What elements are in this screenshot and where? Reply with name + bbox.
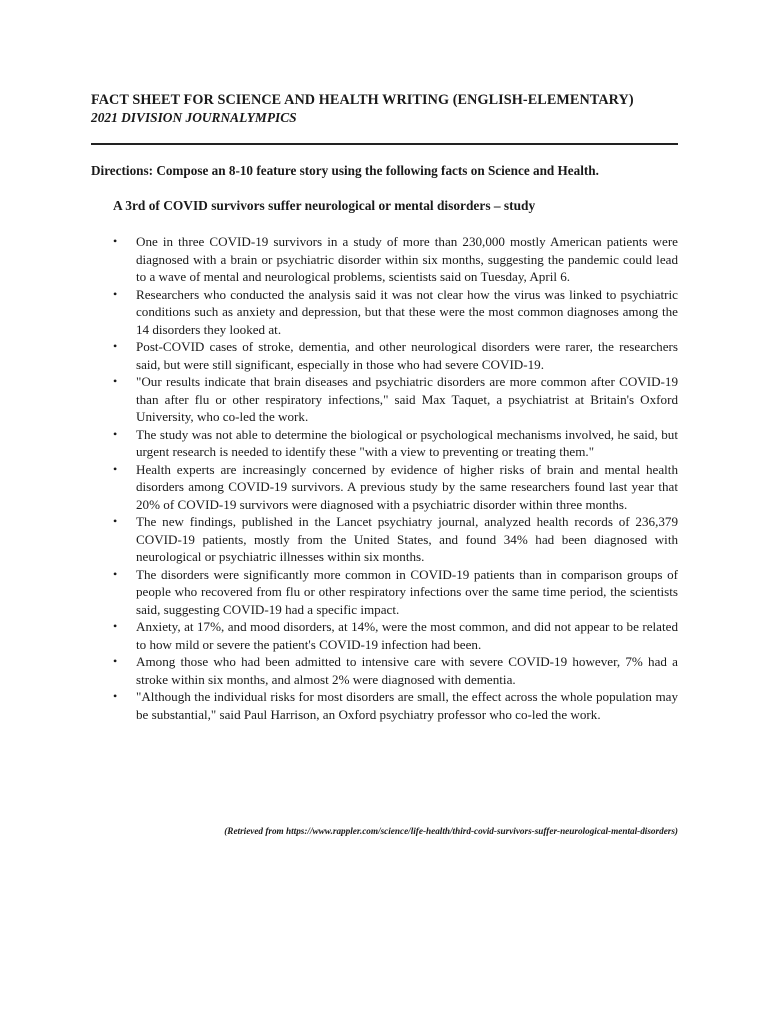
fact-text: One in three COVID-19 survivors in a study of more than 230,000 mostly American patients were diagnosed with a brain or psychiatric disorder within six months, suggesting the pandemic could lead to a wave of mental and neurological problems, scientists said on Tuesday, April 6. <box>136 234 678 284</box>
fact-text: The study was not able to determine the biological or psychological mechanisms involved, he said, but urgent research is needed to identify these "with a view to preventing or treating them." <box>136 426 678 459</box>
list-item <box>91 618 678 653</box>
fact-text: "Our results indicate that brain diseases and psychiatric disorders are more common after COVID-19 than after flu or other respiratory infections," said Max Taquet, a psychiatrist at Britain's Oxford University, who co-led the work. <box>136 374 678 424</box>
bullet-icon: • <box>113 339 118 353</box>
bullet-icon: • <box>113 234 118 248</box>
fact-text: The new findings, published in the Lancet psychiatry journal, analyzed health records of 236,379 COVID-19 patients, mostly from the United States, and found 34% had been diagnosed with neurological or psychiatric illnesses within six months. <box>136 514 678 564</box>
fact-text: Anxiety, at 17%, and mood disorders, at 14%, were the most common, and did not appear to be related to how mild or severe the patient's COVID-19 infection had been. <box>136 619 678 652</box>
bullet-icon: • <box>113 514 118 528</box>
fact-text: Among those who had been admitted to intensive care with severe COVID-19 however, 7% had a stroke within six months, and almost 2% were diagnosed with dementia. <box>136 654 678 687</box>
fact-text: The disorders were significantly more common in COVID-19 patients than in comparison groups of people who recovered from flu or other respiratory infections over the same time period, the scientists said, suggesting COVID-19 had a specific impact. <box>136 566 678 617</box>
fact-text: Post-COVID cases of stroke, dementia, and other neurological disorders were rarer, the researchers said, but were still significant, especially in those who had severe COVID-19. <box>136 339 678 372</box>
list-item <box>91 566 678 619</box>
bullet-icon: • <box>113 566 118 581</box>
list-item <box>91 653 678 688</box>
bullet-icon: • <box>113 654 118 668</box>
list-item <box>91 286 678 339</box>
source-citation: (Retrieved from https://www.rappler.com/science/life-health/third-covid-survivors-suffer-neurological-mental-disorders) <box>224 826 678 836</box>
list-item <box>91 338 678 373</box>
list-item <box>91 461 678 514</box>
bullet-icon: • <box>113 461 118 476</box>
header-divider <box>91 143 678 145</box>
list-item <box>91 373 678 426</box>
facts-list <box>91 233 678 723</box>
fact-text: Health experts are increasingly concerned by evidence of higher risks of brain and mental health disorders among COVID-19 survivors. A previous study by the same researchers found last year that 20% of COVID-19 survivors were diagnosed with a psychiatric disorder within three months. <box>136 461 678 512</box>
list-item <box>91 426 678 461</box>
fact-text: "Although the individual risks for most disorders are small, the effect across the whole population may be substantial," said Paul Harrison, an Oxford psychiatry professor who co-led the work. <box>136 689 678 722</box>
fact-text: Researchers who conducted the analysis said it was not clear how the virus was linked to psychiatric conditions such as anxiety and depression, but that these were the most common diagnoses among the 14 disorders they looked at. <box>136 286 678 337</box>
bullet-icon: • <box>113 426 118 441</box>
article-headline: A 3rd of COVID survivors suffer neurological or mental disorders – study <box>113 198 536 213</box>
bullet-icon: • <box>113 286 118 301</box>
bullet-icon: • <box>113 374 118 388</box>
list-item <box>91 233 678 286</box>
document-title: FACT SHEET FOR SCIENCE AND HEALTH WRITING (ENGLISH-ELEMENTARY) <box>91 92 634 108</box>
directions-text: Directions: Compose an 8-10 feature story using the following facts on Science and Health. <box>91 163 599 178</box>
document-subtitle: 2021 DIVISION JOURNALYMPICS <box>91 110 297 125</box>
list-item <box>91 513 678 566</box>
bullet-icon: • <box>113 619 118 633</box>
bullet-icon: • <box>113 689 118 703</box>
list-item <box>91 688 678 723</box>
